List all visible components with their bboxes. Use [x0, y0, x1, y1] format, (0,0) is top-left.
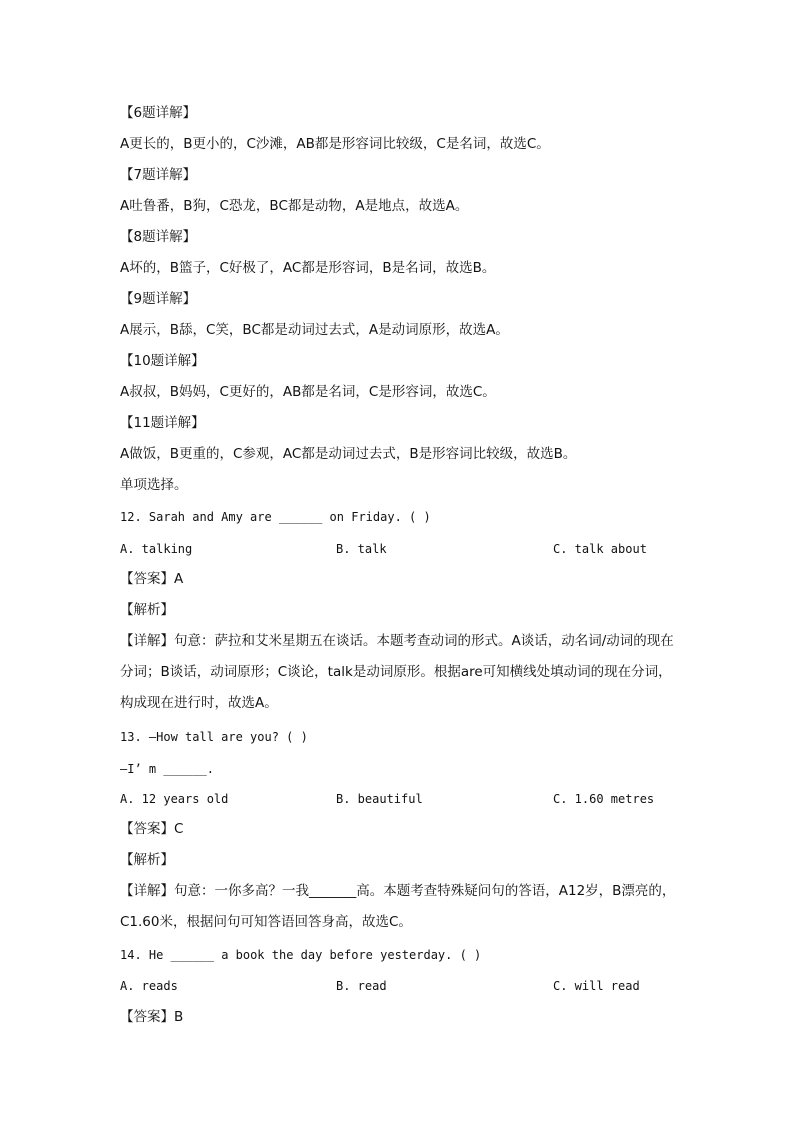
- explanation-6-header: 【6题详解】: [120, 105, 197, 121]
- question-13-blank: ______: [163, 762, 207, 776]
- explanation-6-body: A更长的，B更小的，C沙滩，AB都是形容词比较级，C是名词，故选C。: [120, 136, 550, 152]
- question-14-stem-pre: 14. He: [120, 948, 164, 962]
- question-12-option-c: C. talk about: [553, 542, 647, 556]
- question-13-stem-line2: [120, 760, 214, 778]
- explanation-10-body: A叔叔，B妈妈，C更好的，AB都是名词，C是形容词，故选C。: [120, 384, 496, 400]
- explanation-8-header: 【8题详解】: [120, 229, 197, 245]
- explanation-7-header: 【7题详解】: [120, 167, 197, 183]
- question-14-blank: ______: [170, 948, 214, 962]
- question-12-stem: [120, 508, 431, 526]
- question-13-option-a: A. 12 years old: [120, 792, 229, 806]
- question-13-stem-line2-post: .: [206, 762, 214, 776]
- question-14-option-b: B. read: [336, 979, 387, 993]
- question-14-stem-post: a book the day before yesterday. ( ): [221, 948, 482, 962]
- question-12-option-b: B. talk: [336, 542, 387, 556]
- question-14-option-c: C. will read: [553, 979, 640, 993]
- question-12-analysis-label: 【解析】: [120, 602, 174, 618]
- question-14-stem: [120, 946, 481, 964]
- question-12-analysis: 【详解】句意：萨拉和艾米星期五在谈话。本题考查动词的形式。A谈话，动名词/动词的现在分词；B谈话，动词原形；C谈论，talk是动词原形。根据are可知横线处填动词的现在分词，构成现在进行时，故选A。: [120, 633, 674, 711]
- question-12-option-a: A. talking: [120, 542, 193, 556]
- explanation-9-header: 【9题详解】: [120, 291, 197, 307]
- question-13-analysis: 【详解】句意：一你多高？一我_______高。本题考查特殊疑问句的答语，A12岁，B漂亮的，C1.60米，根据问句可知答语回答身高，故选C。: [120, 883, 676, 930]
- explanation-11-header: 【11题详解】: [120, 415, 205, 431]
- question-13-stem-line1: 13. —How tall are you? ( ): [120, 730, 308, 744]
- question-12-answer: 【答案】A: [120, 571, 184, 587]
- question-13-option-b: B. beautiful: [336, 792, 423, 806]
- question-12-stem-pre: 12. Sarah and Amy are: [120, 510, 272, 524]
- question-14-option-a: A. reads: [120, 979, 178, 993]
- explanation-10-header: 【10题详解】: [120, 353, 205, 369]
- question-14-answer: 【答案】B: [120, 1009, 184, 1025]
- question-12-blank: ______: [278, 510, 323, 524]
- question-13-answer: 【答案】C: [120, 821, 184, 837]
- question-13-option-c: C. 1.60 metres: [553, 792, 655, 806]
- section-title: 单项选择。: [120, 477, 188, 493]
- explanation-9-body: A展示，B舔，C笑，BC都是动词过去式，A是动词原形，故选A。: [120, 322, 509, 338]
- explanation-8-body: A坏的，B篮子，C好极了，AC都是形容词，B是名词，故选B。: [120, 260, 496, 276]
- explanation-11-body: A做饭，B更重的，C参观，AC都是动词过去式，B是形容词比较级，故选B。: [120, 446, 577, 462]
- explanation-7-body: A吐鲁番，B狗，C恐龙，BC都是动物，A是地点，故选A。: [120, 198, 469, 214]
- question-13-analysis-label: 【解析】: [120, 852, 174, 868]
- question-13-stem-line2-pre: —I’ m: [120, 762, 157, 776]
- question-12-stem-post: on Friday. ( ): [329, 510, 431, 524]
